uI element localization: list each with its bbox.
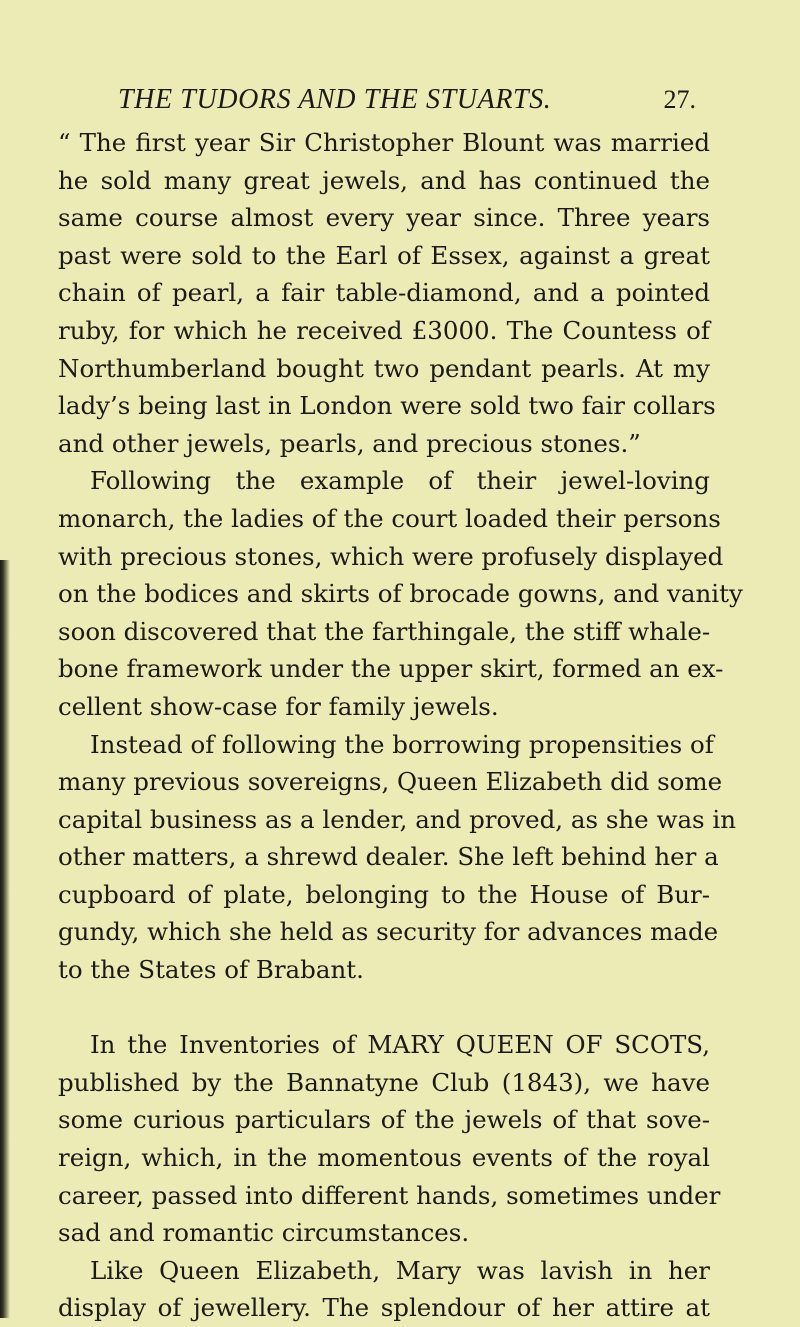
text-line: gundy, which she held as security for advances made [58, 917, 719, 947]
text-line: chain of pearl, a fair table-diamond, and a pointed [58, 278, 710, 308]
text-line: career, passed into different hands, sometimes under [58, 1180, 721, 1210]
text-line: In the Inventories of MARY QUEEN OF SCOTS, [90, 1030, 710, 1060]
text-line: “ The first year Sir Christopher Blount was married [58, 128, 710, 157]
paragraph [58, 462, 743, 725]
paragraph-gap [58, 989, 710, 1027]
text-line: bone framework under the upper skirt, formed an ex- [58, 654, 724, 684]
text-line: many previous sovereigns, Queen Elizabeth did some [58, 767, 723, 797]
paragraph [58, 726, 737, 989]
page-binding-shadow [0, 560, 10, 1318]
text-line: on the bodices and skirts of brocade gowns, and vanity [58, 579, 743, 609]
text-line: lady’s being last in London were sold two fair collars [58, 391, 716, 421]
running-head [118, 82, 698, 122]
paragraph [58, 1026, 721, 1252]
paragraph [58, 1252, 710, 1327]
text-line: and other jewels, pearls, and precious stones.” [58, 428, 641, 458]
text-line: cellent show-case for family jewels. [58, 691, 499, 721]
text-line: soon discovered that the farthingale, the stiff whale- [58, 616, 711, 646]
text-line: other matters, a shrewd dealer. She left behind her a [58, 842, 719, 872]
text-line: reign, which, in the momentous events of the royal [58, 1143, 710, 1173]
text-line: sad and romantic circumstances. [58, 1218, 470, 1248]
paragraph [58, 124, 716, 462]
text-line: ruby, for which he received £3000. The Countess of [58, 315, 710, 345]
text-line: past were sold to the Earl of Essex, against a great [58, 240, 710, 270]
text-line: with precious stones, which were profusely displayed [58, 541, 724, 571]
text-line: same course almost every year since. Three years [58, 203, 710, 233]
text-line: some curious particulars of the jewels of that sove- [58, 1105, 710, 1135]
text-line: published by the Bannatyne Club (1843), we have [58, 1067, 710, 1097]
text-line: to the States of Brabant. [58, 955, 364, 985]
text-line: he sold many great jewels, and has continued the [58, 165, 710, 195]
text-line: Instead of following the borrowing propensities of [90, 729, 714, 759]
text-line: cupboard of plate, belonging to the House of Bur- [58, 879, 710, 909]
text-line: monarch, the ladies of the court loaded their persons [58, 503, 721, 533]
running-title: THE TUDORS AND THE STUARTS. [118, 84, 552, 115]
page-number: 27. [663, 85, 696, 114]
text-line: Following the example of their jewel-loving [90, 466, 710, 496]
text-line: display of jewellery. The splendour of her attire at [58, 1293, 710, 1323]
body-text [58, 124, 743, 1327]
text-line: capital business as a lender, and proved, as she was in [58, 804, 737, 834]
text-line: Northumberland bought two pendant pearls. At my [58, 353, 710, 383]
text-line: Like Queen Elizabeth, Mary was lavish in her [90, 1255, 710, 1285]
